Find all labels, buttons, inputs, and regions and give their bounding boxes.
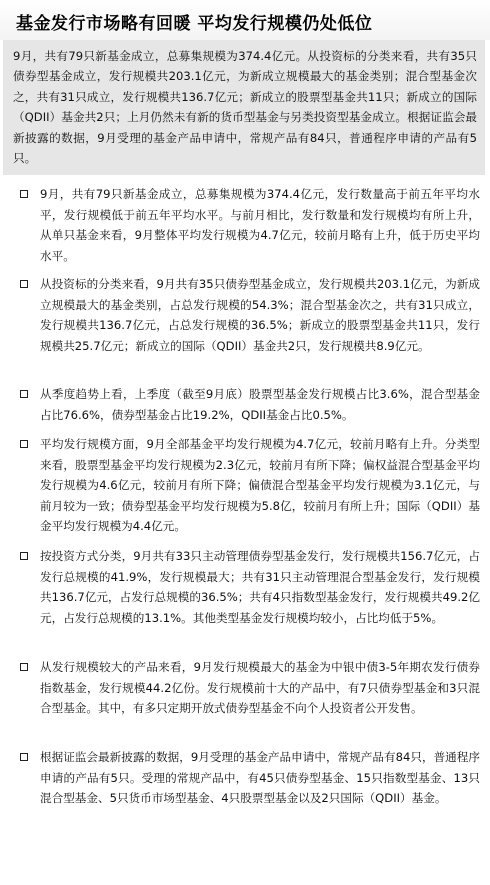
list-item xyxy=(20,657,480,719)
list-item xyxy=(20,434,480,537)
list-item xyxy=(20,546,480,628)
list-item xyxy=(20,747,480,809)
square-bullet-icon xyxy=(20,190,28,198)
summary-box xyxy=(3,40,485,175)
square-bullet-icon xyxy=(20,753,28,761)
list-item-text: 从发行规模较大的产品来看，9月发行规模最大的基金为中银中债3-5年期农发行债券指数基金，发行规模44.2亿份。发行规模前十大的产品中，有7只债券型基金和3只混合型基金。其中，有多只定期开放式债券型基金不向个人投资者公开发售。 xyxy=(40,660,480,716)
page-title: 基金发行市场略有回暖 平均发行规模仍处低位 xyxy=(16,14,373,34)
title-bar xyxy=(0,0,490,40)
square-bullet-icon xyxy=(20,552,28,560)
list-item-text: 从季度趋势上看，上季度（截至9月底）股票型基金发行规模占比3.6%，混合型基金占比76.6%，债券型基金占比19.2%，QDII基金占比0.5%。 xyxy=(40,387,480,422)
list-item-text: 平均发行规模方面，9月全部基金平均发行规模为4.7亿元，较前月略有上升。分类型来看，股票型基金平均发行规模为2.3亿元，较前月有所下降；偏权益混合型基金平均发行规模为4.6亿元，较前月有所下降；偏债混合型基金平均发行规模为3.1亿元，与前月较为一致；债券型基金平均发行规模为5.8亿，较前月有所上升；国际（QDII）基金平均发行规模为4.4亿元。 xyxy=(40,437,480,534)
list-item xyxy=(20,184,480,266)
list-item-text: 按投资方式分类，9月共有33只主动管理债券型基金发行，发行规模共156.7亿元，占发行总规模的41.9%，发行规模最大；共有31只主动管理混合型基金发行，发行规模共136.7亿元，占发行总规模的36.5%；共有4只指数型基金发行，发行规模共49.2亿元，占发行总规模的13.1%。其他类型基金发行规模均较小，占比均低于5%。 xyxy=(40,549,480,625)
square-bullet-icon xyxy=(20,390,28,398)
list-item-text: 根据证监会最新披露的数据，9月受理的基金产品申请中，常规产品有84只，普通程序申请的产品有5只。受理的常规产品中，有45只债券型基金、15只指数型基金、13只混合型基金、5只货币市场型基金、4只股票型基金以及2只国际（QDII）基金。 xyxy=(40,750,480,806)
square-bullet-icon xyxy=(20,440,28,448)
square-bullet-icon xyxy=(20,280,28,288)
list-item-text: 从投资标的分类来看，9月共有35只债券型基金成立，发行规模共203.1亿元，为新成立规模最大的基金类别，占总发行规模的54.3%；混合型基金次之，共有31只成立，发行规模共136.7亿元，占总发行规模的36.5%；新成立的股票型基金共11只，发行规模共25.7亿元；新成立的国际（QDII）基金共2只，发行规模共8.9亿元。 xyxy=(40,277,480,353)
summary-text: 9月，共有79只新基金成立，总募集规模为374.4亿元。从投资标的分类来看，共有35只债券型基金成立，发行规模共203.1亿元，为新成立规模最大的基金类别；混合型基金次之，共有31只成立，发行规模共136.7亿元；新成立的股票型基金共11只；新成立的国际（QDII）基金共2只；上月仍然未有新的货币型基金与另类投资型基金成立。根据证监会最新披露的数据，9月受理的基金产品申请中，常规产品有84只，普通程序申请的产品有5只。 xyxy=(13,49,477,166)
list-item-text: 9月，共有79只新基金成立，总募集规模为374.4亿元，发行数量高于前五年平均水平，发行规模低于前五年平均水平。与前月相比，发行数量和发行规模均有所上升，从单只基金来看，9月整体平均发行规模为4.7亿元，较前月略有上升，低于历史平均水平。 xyxy=(40,187,480,263)
list-item xyxy=(20,274,480,356)
square-bullet-icon xyxy=(20,663,28,671)
list-item xyxy=(20,384,480,425)
